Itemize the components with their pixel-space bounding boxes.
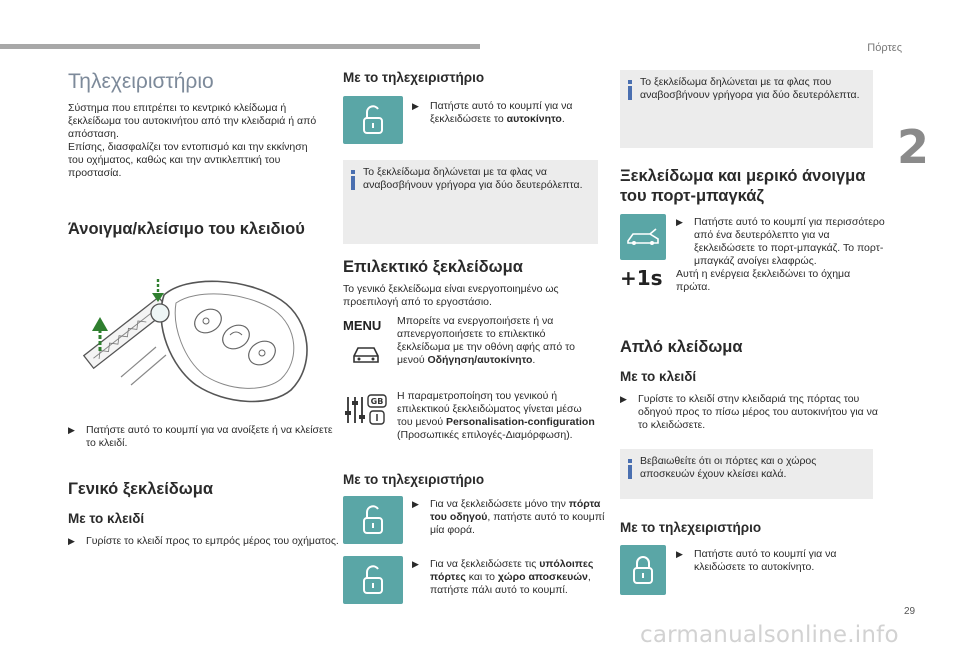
trunk-partial-note: Αυτή η ενέργεια ξεκλειδώνει το όχημα πρώτα. [676, 268, 851, 293]
note-doors-closed: Βεβαιωθείτε ότι οι πόρτες και ο χώρος αποσκευών έχουν κλείσει καλά. [620, 449, 873, 499]
settings-instruction: Η παραμετροποίηση του γενικού ή επιλεκτικού ξεκλειδώματος γίνεται μέσω του μενού Personalisation-configuration (Προσωπικές επιλογές-Διαμόρφωση). [397, 390, 595, 441]
note-unlock-indicators: Το ξεκλείδωμα δηλώνεται με τα φλας να αναβοσβήνουν γρήγορα για δύο δευτερόλεπτα. [343, 160, 598, 244]
subheading-with-remote-2: Με το τηλεχειριστήριο [343, 472, 485, 487]
subheading-with-key-lock: Με το κλειδί [620, 369, 697, 384]
subheading-with-remote: Με το τηλεχειριστήριο [343, 70, 485, 85]
intro-paragraph-2: Επίσης, διασφαλίζει τον εντοπισμό και την εκκίνηση του οχήματος, καθώς και την αντικλεπτική του προστασία. [68, 141, 308, 179]
section-selective-unlock: Επιλεκτικό ξεκλείδωμα [343, 258, 523, 276]
bullet-icon: ▶ [68, 425, 75, 435]
key-lock-instruction: ▶ Γυρίστε το κλειδί στην κλειδαριά της πόρτας του οδηγού προς το πίσω μέρος του αυτοκινήτου για να το κλειδώσετε. [620, 393, 878, 431]
info-icon [351, 170, 355, 186]
key-open-instruction: ▶ Πατήστε αυτό το κουμπί για να ανοίξετε ή να κλείσετε το κλειδί. [68, 424, 333, 449]
bullet-icon: ▶ [676, 217, 683, 227]
bullet-icon: ▶ [412, 499, 419, 509]
unlock-other-doors-button-icon [343, 556, 403, 604]
menu-instruction: Μπορείτε να ενεργοποιήσετε ή να απενεργοποιήσετε το επιλεκτικό ξεκλείδωμα με την οθόνη αφής από το μενού Οδήγηση/αυτοκίνητο. [397, 315, 575, 366]
bullet-icon: ▶ [676, 549, 683, 559]
settings-sliders-icon [343, 393, 389, 427]
section-simple-lock: Απλό κλείδωμα [620, 338, 743, 356]
unlock-button-icon [343, 96, 403, 144]
bullet-icon: ▶ [68, 536, 75, 546]
other-doors-instruction: ▶ Για να ξεκλειδώσετε τις υπόλοιπες πόρτες και το χώρο αποσκευών, πατήστε πάλι αυτό το κουμπί. [412, 558, 594, 596]
note-unlock-indicators-2: Το ξεκλείδωμα δηλώνεται με τα φλας που αναβοσβήνουν γρήγορα για δύο δευτερόλεπτα. [620, 70, 873, 148]
bullet-icon: ▶ [412, 559, 419, 569]
header-rule [0, 44, 480, 49]
trunk-button-icon [620, 214, 666, 260]
subheading-with-remote-lock: Με το τηλεχειριστήριο [620, 520, 762, 535]
section-partial-opening: Ξεκλείδωμα και μερικό άνοιγμα του πορτ-μπαγκάζ [620, 167, 866, 205]
key-fob-illustration [76, 255, 321, 415]
subheading-with-key: Με το κλειδί [68, 511, 145, 526]
info-icon [628, 459, 632, 475]
intro-paragraph-1: Σύστημα που επιτρέπει το κεντρικό κλείδωμα ή ξεκλείδωμα του αυτοκινήτου από την κλειδαριά ή από απόσταση. [68, 102, 317, 140]
car-menu-icon [350, 342, 382, 366]
section-general-unlock: Γενικό ξεκλείδωμα [68, 480, 213, 498]
watermark: carmanualsonline.info [640, 622, 899, 648]
menu-button-label: MENU [343, 318, 382, 333]
driver-door-instruction: ▶ Για να ξεκλειδώσετε μόνο την πόρτα του οδηγού, πατήστε αυτό το κουμπί μία φορά. [412, 498, 605, 536]
selective-intro: Το γενικό ξεκλείδωμα είναι ενεργοποιημένο ως προεπιλογή από το εργοστάσιο. [343, 283, 559, 308]
page-number: 29 [904, 606, 916, 617]
lock-button-icon [620, 545, 666, 595]
remote-unlock-instruction: ▶ Πατήστε αυτό το κουμπί για να ξεκλειδώσετε το αυτοκίνητο. [412, 100, 573, 125]
info-icon [628, 80, 632, 96]
bullet-icon: ▶ [412, 101, 419, 111]
bullet-icon: ▶ [620, 394, 627, 404]
svg-text:GB: GB [370, 397, 384, 406]
page-title: Τηλεχειριστήριο [68, 70, 214, 93]
plus-one-second-icon: +1s [620, 266, 663, 290]
remote-lock-instruction: ▶ Πατήστε αυτό το κουμπί για να κλειδώσετε το αυτοκίνητο. [676, 548, 837, 573]
unlock-driver-button-icon [343, 496, 403, 544]
chapter-number: 2 [897, 120, 930, 174]
section-key-open-close: Άνοιγμα/κλείσιμο του κλειδιού [68, 220, 305, 238]
key-unlock-instruction: ▶ Γυρίστε το κλειδί προς το εμπρός μέρος του οχήματος. [68, 535, 339, 547]
trunk-partial-instruction: ▶ Πατήστε αυτό το κουμπί για περισσότερο από ένα δευτερόλεπτο για να ξεκλειδώσετε το πορτ-μπαγκάζ. Το πορτ-μπαγκάζ ανοίγει ελαφρώς. [676, 216, 885, 267]
chapter-title: Πόρτες [867, 42, 902, 54]
